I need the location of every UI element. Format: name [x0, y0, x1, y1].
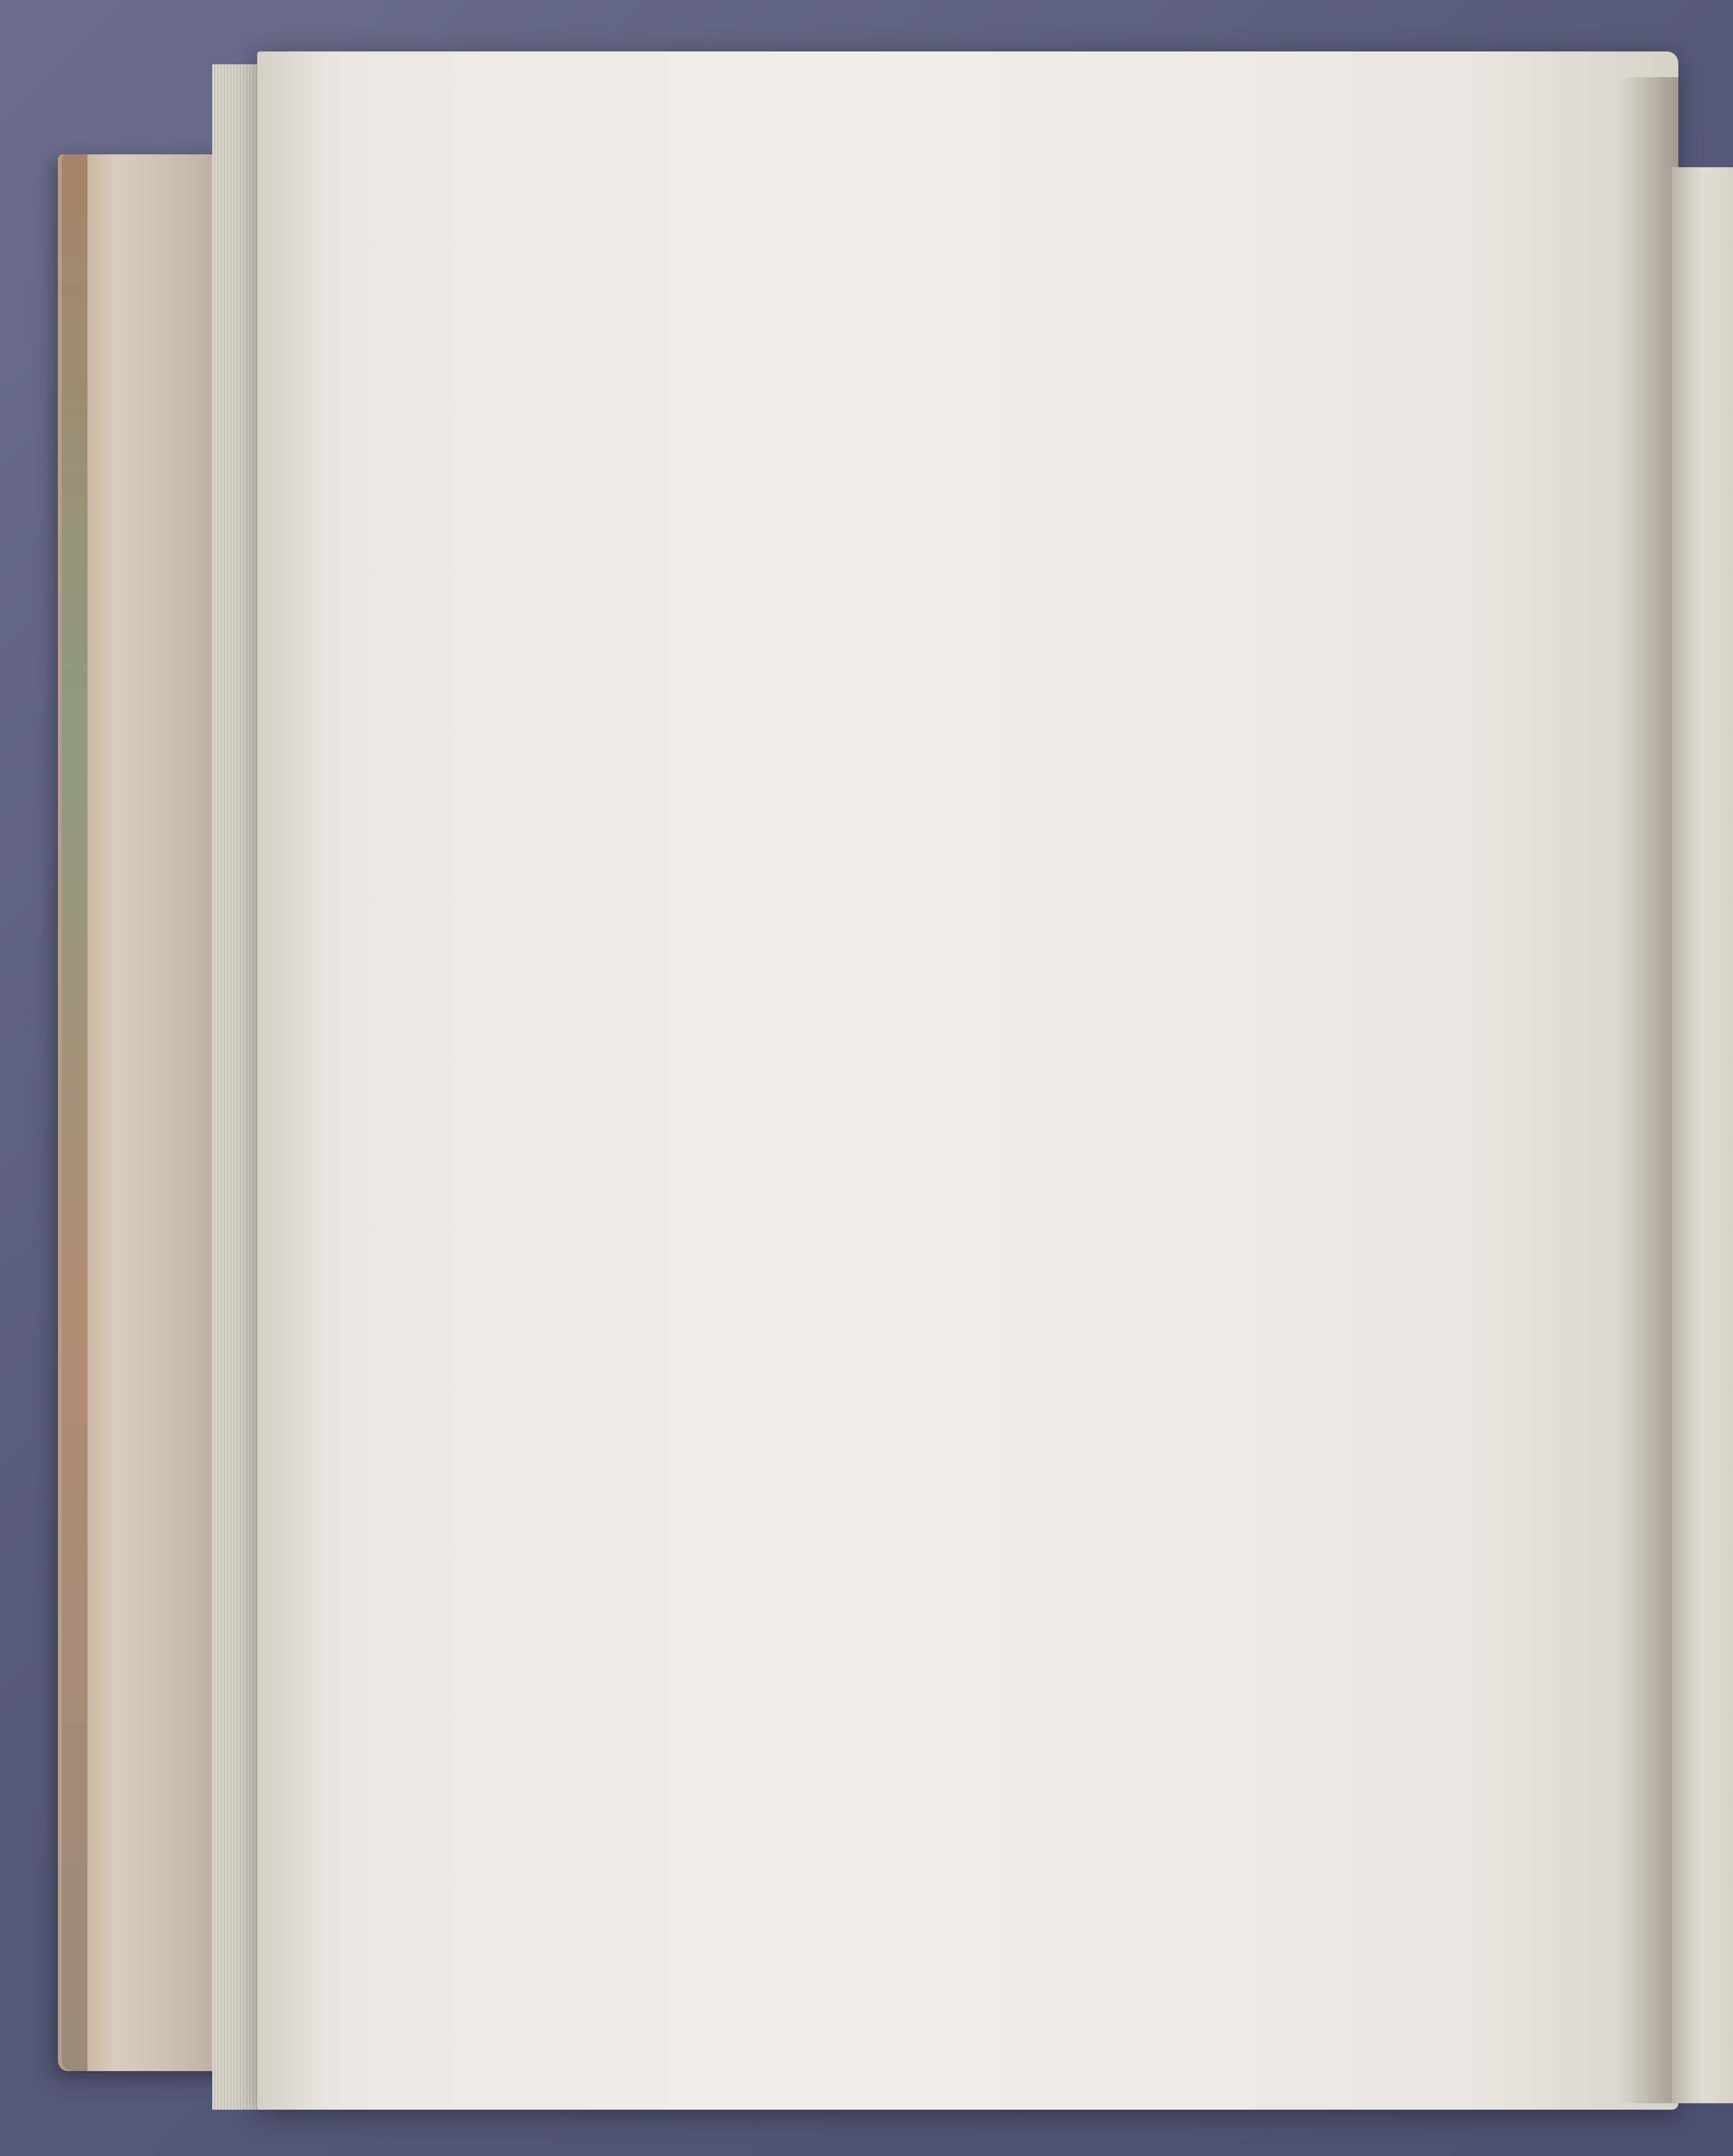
gutter-shadow	[1620, 77, 1678, 2103]
page-stack-edge	[212, 64, 264, 2110]
right-page-edge	[1672, 167, 1733, 2103]
left-page	[257, 51, 1678, 2110]
book-spine	[62, 154, 87, 2071]
